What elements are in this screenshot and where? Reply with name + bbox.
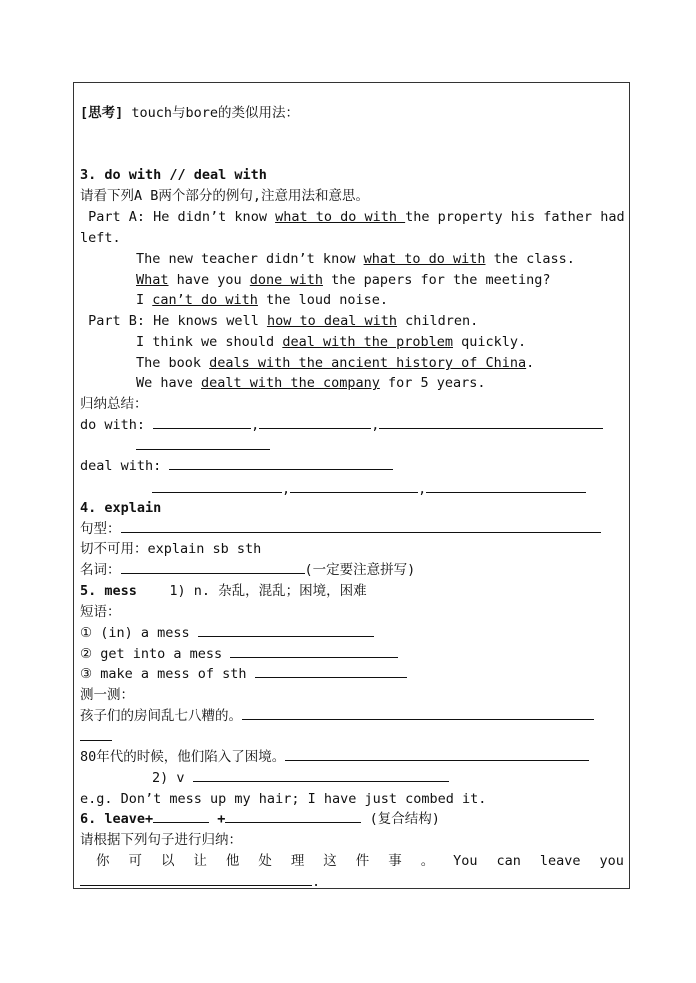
word: You	[453, 853, 478, 869]
word: 他	[225, 853, 240, 869]
cannot-use-line: 切不可用：explain sb sth	[80, 541, 262, 557]
answer-blank[interactable]	[121, 561, 305, 574]
answer-blank[interactable]	[426, 480, 586, 493]
noun-line	[80, 561, 415, 579]
text: the property his father had	[405, 209, 625, 225]
text: .	[526, 355, 535, 371]
mess-sense-2	[152, 769, 449, 787]
text: ③ make a mess of sth	[80, 666, 255, 682]
underlined-phrase: What	[136, 272, 169, 288]
part-a-line-2	[136, 250, 575, 268]
text: I	[136, 292, 153, 308]
part-a-line-3	[136, 271, 551, 289]
word: 以	[160, 853, 175, 869]
phrases-label: 短语：	[80, 604, 121, 620]
word: 件	[355, 853, 370, 869]
deal-with-line	[80, 457, 393, 475]
text: 80年代的时候，他们陷入了困境。	[80, 749, 286, 765]
word: 可	[128, 853, 142, 869]
answer-blank[interactable]	[121, 520, 601, 533]
text: for 5 years.	[379, 375, 486, 391]
translation-sentence	[96, 852, 624, 870]
underlined-phrase: deals with the ancient history of China	[209, 355, 527, 371]
text: the loud noise.	[257, 292, 388, 308]
word: 让	[193, 853, 207, 869]
text: ② get into a mess	[80, 646, 231, 662]
part-a-line-1	[80, 208, 625, 226]
section-6-heading-line	[80, 810, 440, 828]
part-a-line-1-cont: left.	[80, 230, 121, 246]
do-with-line: do with: , ,	[80, 416, 603, 434]
underlined-phrase: what to do with	[275, 209, 406, 225]
word: can	[496, 853, 521, 869]
answer-blank[interactable]	[259, 416, 371, 429]
phrase-3	[80, 665, 407, 683]
word: 你	[96, 853, 110, 869]
answer-blank[interactable]	[242, 707, 594, 720]
word: 这	[323, 853, 337, 869]
plus-sign: +	[217, 811, 226, 827]
text: He knows well	[153, 313, 267, 329]
section-5-heading-line	[80, 582, 367, 600]
text: the class.	[485, 251, 575, 267]
underlined-phrase: what to do with	[363, 251, 486, 267]
deal-with-label: deal with:	[80, 458, 170, 474]
part-a-label: Part A:	[80, 209, 154, 225]
test-1-cont	[80, 728, 112, 746]
answer-blank[interactable]	[80, 873, 312, 886]
answer-blank[interactable]	[290, 480, 418, 493]
structure-note: (复合结构)	[361, 811, 440, 827]
answer-blank[interactable]	[80, 728, 112, 741]
answer-blank[interactable]	[255, 665, 407, 678]
test-1	[80, 707, 594, 725]
answer-blank[interactable]	[285, 748, 589, 761]
translation-answer-line	[80, 873, 320, 891]
answer-blank[interactable]	[153, 416, 251, 429]
text: quickly.	[453, 334, 527, 350]
summary-label: 归纳总结：	[80, 396, 148, 412]
part-b-label: Part B:	[80, 313, 154, 329]
underlined-phrase: can’t do with	[152, 292, 258, 308]
text: ① (in) a mess	[80, 625, 198, 641]
phrase-2	[80, 645, 398, 663]
text: The new teacher didn’t know	[136, 251, 364, 267]
answer-blank[interactable]	[152, 480, 282, 493]
answer-blank[interactable]	[198, 624, 374, 637]
underlined-phrase: deal with the problem	[282, 334, 453, 350]
period: .	[312, 874, 321, 890]
part-b-line-1	[80, 312, 478, 330]
thinking-label: [思考]	[80, 105, 124, 121]
section-4-heading: 4. explain	[80, 500, 162, 516]
word: 处	[258, 853, 272, 869]
thinking-line	[80, 104, 299, 122]
part-b-line-3	[136, 354, 534, 372]
do-with-label: do with:	[80, 417, 154, 433]
thinking-text: touch与bore的类似用法：	[123, 105, 300, 121]
phrase-1	[80, 624, 374, 642]
example-sentence: e.g. Don’t mess up my hair; I have just combed it.	[80, 791, 487, 807]
answer-blank[interactable]	[193, 769, 449, 782]
text: I think we should	[136, 334, 283, 350]
text: He didn’t know	[153, 209, 276, 225]
noun-label: 名词：	[80, 562, 121, 578]
do-with-line-2	[136, 437, 270, 455]
answer-blank[interactable]	[153, 810, 209, 823]
noun-note: (一定要注意拼写)	[304, 562, 416, 578]
word: 。	[420, 853, 435, 869]
section-6-instruction: 请根据下列句子进行归纳：	[80, 832, 242, 848]
text: We have	[136, 375, 202, 391]
word: leave	[539, 853, 581, 869]
word: 理	[290, 853, 305, 869]
text: have you	[168, 272, 250, 288]
text: 2) v	[152, 770, 193, 786]
test-label: 测一测：	[80, 687, 134, 703]
pattern-line	[80, 520, 601, 538]
part-a-line-4	[136, 291, 388, 309]
deal-with-line-2: , ,	[152, 480, 586, 498]
text: 孩子们的房间乱七八糟的。	[80, 708, 242, 724]
answer-blank[interactable]	[230, 645, 398, 658]
text: children.	[397, 313, 479, 329]
word: you	[599, 853, 624, 869]
answer-blank[interactable]	[379, 416, 603, 429]
answer-blank[interactable]	[225, 810, 361, 823]
answer-blank[interactable]	[169, 457, 393, 470]
section-3-instruction: 请看下列A B两个部分的例句,注意用法和意思。	[80, 188, 370, 204]
section-3-heading: 3. do with // deal with	[80, 167, 267, 183]
text: The book	[136, 355, 210, 371]
word: 事	[388, 853, 402, 869]
underlined-phrase: dealt with the company	[201, 375, 380, 391]
section-5-heading: 5. mess	[80, 583, 137, 599]
answer-blank[interactable]	[136, 437, 270, 450]
test-2	[80, 748, 589, 766]
mess-sense-1: 1) n. 杂乱，混乱；困境，困难	[136, 583, 367, 599]
underlined-phrase: done with	[249, 272, 323, 288]
part-b-line-4	[136, 374, 486, 392]
pattern-label: 句型：	[80, 521, 121, 537]
part-b-line-2	[136, 333, 526, 351]
text: the papers for the meeting?	[322, 272, 551, 288]
underlined-phrase: how to deal with	[266, 313, 397, 329]
section-6-heading: 6. leave+	[80, 811, 154, 827]
